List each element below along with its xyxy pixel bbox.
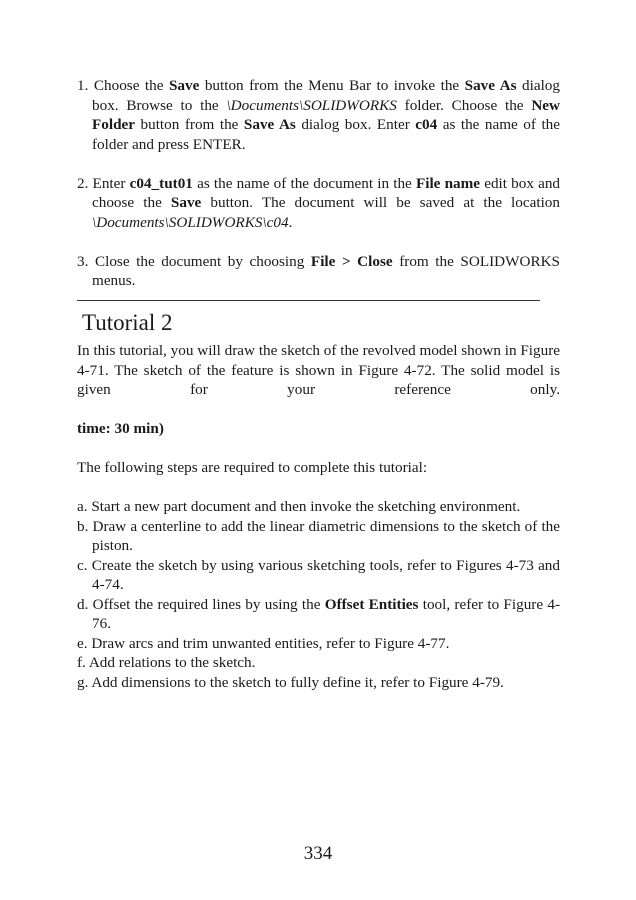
text-run: . <box>288 213 293 231</box>
text-run: tool, refer to Figure 4-76. <box>92 595 561 632</box>
text-run: b. Draw a centerline to add the linear diametric dimensions to the sketch of the piston. <box>77 517 560 554</box>
text-run: Save As <box>243 116 296 133</box>
text-run: Save As <box>464 77 517 94</box>
tutorial-step-c <box>77 556 560 595</box>
tutorial-lead: The following steps are required to complete this tutorial: <box>77 459 428 476</box>
tutorial-step-f <box>77 653 560 673</box>
text-run: folder. Choose the <box>396 96 532 114</box>
section-divider <box>77 300 540 301</box>
text-run: as the name of the folder and press ENTER. <box>92 116 560 153</box>
text-run: dialog box. Enter <box>295 116 416 133</box>
text-run: Offset Entities <box>324 595 419 613</box>
step-1-paragraph <box>77 76 560 154</box>
tutorial-step-g <box>77 673 560 693</box>
text-run: edit box and choose the <box>92 174 561 211</box>
text-run: button. The document will be saved at the location <box>201 194 560 211</box>
text-run: File > Close <box>310 252 393 270</box>
tutorial-step-b <box>77 517 560 556</box>
text-run: Save <box>168 77 200 94</box>
text-run: c04_tut01 <box>129 174 193 192</box>
text-run: New Folder <box>92 96 560 133</box>
text-run: File name <box>415 174 481 192</box>
text-run: 1. Choose the <box>77 77 169 94</box>
text-run: Save <box>170 194 202 211</box>
text-run: 3. Close the document by choosing <box>77 252 311 270</box>
text-run: c04 <box>415 116 438 133</box>
tutorial-step-d <box>77 595 560 634</box>
text-run: \Documents\SOLIDWORKS\c04 <box>92 213 289 231</box>
step-3-paragraph <box>77 252 560 291</box>
text-run: button from the <box>135 116 244 133</box>
tutorial-step-a <box>77 497 560 517</box>
tutorial-body <box>77 341 560 692</box>
text-run: button from the Menu Bar to invoke the <box>199 77 465 94</box>
tutorial-intro: In this tutorial, you will draw the sketch of the revolved model shown in Figure 4-71. The sketch of the feature is shown in Figure 4-72. The solid model is given for your reference only. <box>77 342 560 398</box>
tutorial-time: time: 30 min) <box>77 420 164 437</box>
text-run: as the name of the document in the <box>192 174 416 192</box>
text-run: a. Start a new part document and then invoke the sketching environment. <box>77 498 521 515</box>
text-run: g. Add dimensions to the sketch to fully define it, refer to Figure 4-79. <box>77 673 504 691</box>
step-2-paragraph <box>77 174 560 233</box>
text-run: dialog box. Browse to the <box>92 77 560 114</box>
text-run: f. Add relations to the sketch. <box>77 654 256 671</box>
top-steps-section <box>77 76 560 291</box>
tutorial-heading: Tutorial 2 <box>82 310 173 335</box>
text-run: c. Create the sketch by using various sketching tools, refer to Figures 4-73 and 4-74. <box>77 556 560 593</box>
text-run: 2. Enter <box>77 174 130 192</box>
text-run: \Documents\SOLIDWORKS <box>226 96 397 114</box>
text-run: from the SOLIDWORKS menus. <box>92 252 560 289</box>
text-run: e. Draw arcs and trim unwanted entities, refer to Figure 4-77. <box>77 634 450 652</box>
tutorial-step-e <box>77 634 560 654</box>
page-number: 334 <box>303 843 333 864</box>
text-run: d. Offset the required lines by using the <box>77 595 325 613</box>
